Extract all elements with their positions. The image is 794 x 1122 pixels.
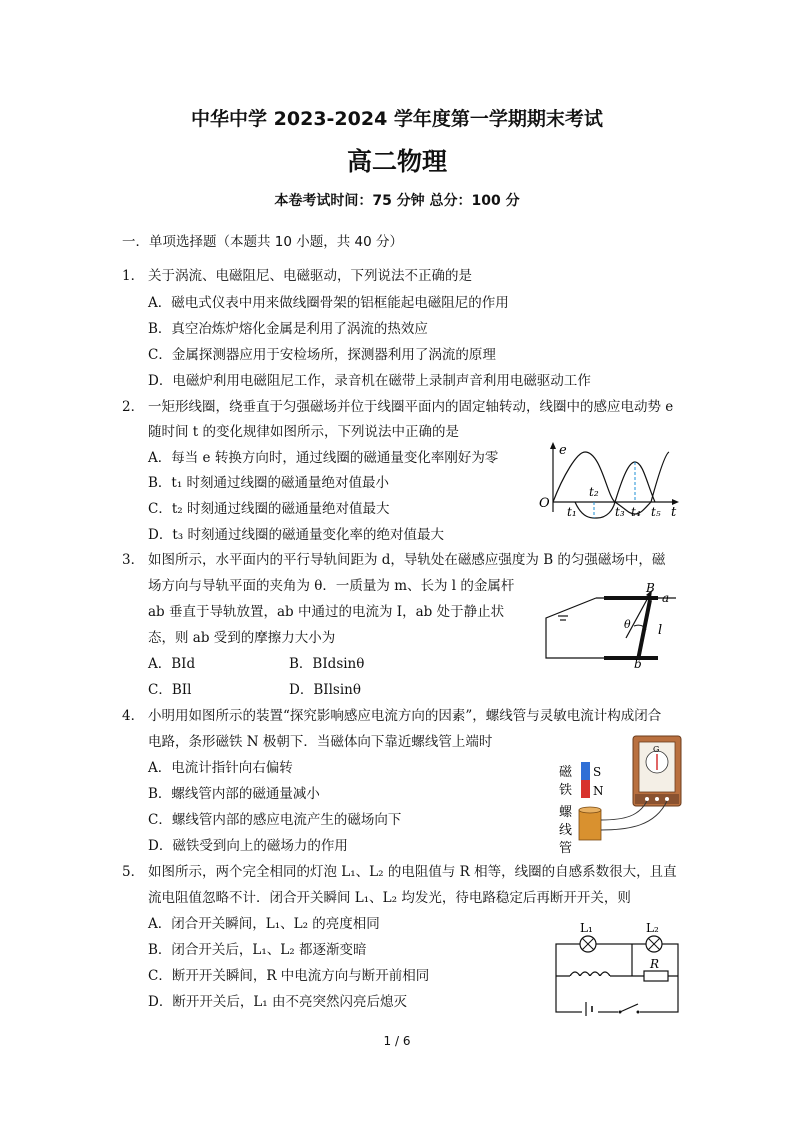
option-a: A．闭合开关瞬间，L₁、L₂ 的亮度相同 bbox=[148, 916, 380, 932]
galvanometer-apparatus bbox=[555, 730, 685, 855]
pole-n-label: N bbox=[593, 784, 604, 798]
option-b: B．真空冶炼炉熔化金属是利用了涡流的热效应 bbox=[148, 321, 428, 337]
option-a: A．每当 e 转换方向时，通过线圈的磁通量变化率刚好为零 bbox=[148, 450, 499, 466]
theta-label: θ bbox=[624, 618, 631, 631]
exam-info: 本卷考试时间：75 分钟 总分：100 分 bbox=[274, 193, 520, 209]
option-b: B．BIdsinθ bbox=[289, 656, 365, 672]
option-d: D．断开开关后，L₁ 由不亮突然闪亮后熄灭 bbox=[148, 994, 407, 1010]
option-b: B．闭合开关后，L₁、L₂ 都逐渐变暗 bbox=[148, 942, 367, 958]
t2-label: t₂ bbox=[589, 485, 599, 499]
option-d: D．磁铁受到向上的磁场力的作用 bbox=[148, 838, 348, 854]
coil-label-3: 管 bbox=[559, 841, 573, 855]
option-c: C．断开开关瞬间，R 中电流方向与断开前相同 bbox=[148, 968, 430, 984]
subject-title: 高二物理 bbox=[346, 147, 447, 176]
t4-label: t₄ bbox=[631, 505, 641, 519]
question-stem: ab 垂直于导轨放置，ab 中通过的电流为 I，ab 处于静止状 bbox=[148, 604, 505, 620]
question-stem: 一矩形线圈，绕垂直于匀强磁场并位于线圈平面内的固定轴转动，线圈中的感应电动势 e bbox=[148, 399, 674, 415]
question-stem: 随时间 t 的变化规律如图所示，下列说法中正确的是 bbox=[148, 424, 460, 440]
axis-t-label: t bbox=[671, 505, 677, 520]
question-stem: 态，则 ab 受到的摩擦力大小为 bbox=[148, 630, 336, 646]
option-a: A．电流计指针向右偏转 bbox=[148, 760, 293, 776]
page-number: 1 / 6 bbox=[383, 1034, 411, 1048]
coil-label-2: 线 bbox=[559, 823, 573, 838]
question-stem: 关于涡流、电磁阻尼、电磁驱动，下列说法不正确的是 bbox=[148, 268, 472, 284]
field-b-label: B bbox=[646, 581, 655, 595]
option-a: A．BId bbox=[148, 656, 196, 672]
resistor-r-label: R bbox=[650, 957, 660, 971]
magnet-label-1: 磁 bbox=[559, 765, 573, 780]
question-stem: 如图所示，水平面内的平行导轨间距为 d，导轨处在磁感应强度为 B 的匀强磁场中，磁 bbox=[148, 552, 666, 568]
option-c: C．BIl bbox=[148, 682, 192, 698]
point-a-label: a bbox=[662, 591, 670, 605]
question-stem: 场方向与导轨平面的夹角为 θ．一质量为 m、长为 l 的金属杆 bbox=[148, 578, 515, 594]
question-number: 5． bbox=[122, 864, 145, 880]
question-stem: 小明用如图所示的装置“探究影响感应电流方向的因素”，螺线管与灵敏电流计构成闭合 bbox=[148, 708, 662, 724]
option-d: D．t₃ 时刻通过线圈的磁通量变化率的绝对值最大 bbox=[148, 527, 444, 543]
rail-diagram bbox=[538, 580, 684, 670]
question-stem: 流电阻值忽略不计．闭合开关瞬间 L₁、L₂ 均发光，待电路稳定后再断开开关，则 bbox=[148, 890, 631, 906]
galvanometer-g-label: G bbox=[653, 745, 660, 754]
origin-label: O bbox=[539, 496, 550, 511]
option-c: C．t₂ 时刻通过线圈的磁通量绝对值最大 bbox=[148, 501, 390, 517]
option-c: C．螺线管内部的感应电流产生的磁场向下 bbox=[148, 812, 402, 828]
emf-graph bbox=[535, 440, 685, 520]
section-heading: 一．单项选择题（本题共 10 小题，共 40 分） bbox=[122, 234, 404, 250]
length-l-label: l bbox=[658, 623, 663, 638]
option-b: B．t₁ 时刻通过线圈的磁通量绝对值最小 bbox=[148, 475, 390, 491]
lamp-l2-label: L₂ bbox=[646, 921, 659, 935]
option-b: B．螺线管内部的磁通量减小 bbox=[148, 786, 320, 802]
question-number: 1． bbox=[122, 268, 145, 284]
circuit-diagram bbox=[548, 920, 688, 1020]
t3-label: t₃ bbox=[615, 505, 625, 519]
point-b-label: b bbox=[634, 657, 642, 670]
option-d: D．BIlsinθ bbox=[289, 682, 361, 698]
t5-label: t₅ bbox=[651, 505, 661, 519]
option-c: C．金属探测器应用于安检场所，探测器利用了涡流的原理 bbox=[148, 347, 496, 363]
question-number: 4． bbox=[122, 708, 145, 724]
question-number: 3． bbox=[122, 552, 145, 568]
lamp-l1-label: L₁ bbox=[580, 921, 593, 935]
question-stem: 如图所示，两个完全相同的灯泡 L₁、L₂ 的电阻值与 R 相等，线圈的自感系数很大，且直 bbox=[148, 864, 677, 880]
coil-label-1: 螺 bbox=[559, 805, 573, 820]
question-stem: 电路，条形磁铁 N 极朝下．当磁体向下靠近螺线管上端时 bbox=[148, 734, 493, 750]
exam-title: 中华中学 2023-2024 学年度第一学期期末考试 bbox=[191, 108, 603, 130]
magnet-label-2: 铁 bbox=[559, 783, 573, 798]
axis-e-label: e bbox=[559, 443, 567, 458]
option-d: D．电磁炉利用电磁阻尼工作，录音机在磁带上录制声音利用电磁驱动工作 bbox=[148, 373, 591, 389]
pole-s-label: S bbox=[593, 765, 602, 779]
option-a: A．磁电式仪表中用来做线圈骨架的铝框能起电磁阻尼的作用 bbox=[148, 295, 509, 311]
t1-label: t₁ bbox=[567, 505, 577, 519]
question-number: 2． bbox=[122, 399, 145, 415]
